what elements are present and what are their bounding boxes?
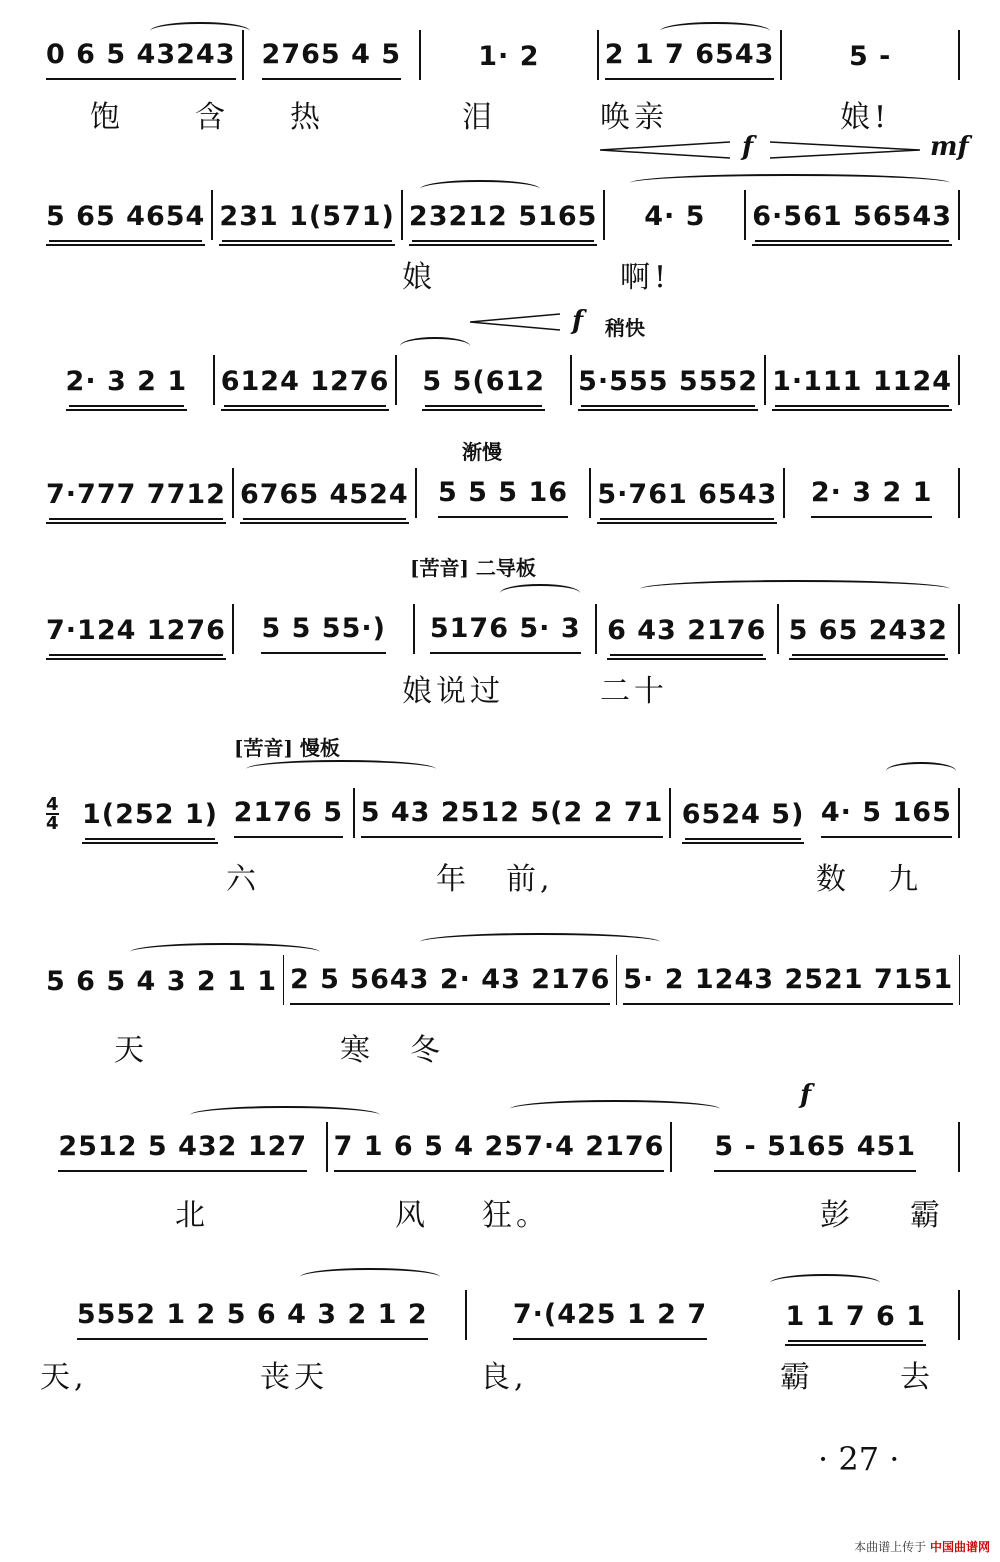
lyric: 霸: [910, 1198, 944, 1233]
notation-row: [40, 468, 960, 518]
mode-marking: [苦音] 慢板: [234, 736, 340, 760]
measure: [328, 1131, 671, 1172]
lyric: 去: [900, 1360, 934, 1395]
measure: [234, 613, 414, 654]
measure: [766, 366, 958, 405]
note-group: 5 -: [849, 41, 892, 72]
lyric: 风: [395, 1198, 429, 1233]
measure: [779, 615, 959, 654]
measure: [671, 799, 814, 838]
measure: [403, 201, 603, 240]
barline: [958, 788, 960, 838]
staff-system-9: [40, 1290, 960, 1400]
dynamic-f: f: [572, 306, 584, 336]
note-group: 5·555 5552: [578, 366, 758, 405]
note-group: 5 5 5 16: [438, 477, 568, 518]
lyric: 娘!: [840, 100, 891, 135]
measure: [40, 966, 283, 1005]
measure: [421, 41, 597, 80]
note-group: 2176 5: [234, 797, 343, 838]
note-group: 7 1 6 5 4 257·4 2176: [334, 1131, 665, 1172]
measure: [224, 797, 353, 838]
measure: [617, 964, 959, 1005]
measure: [599, 39, 781, 80]
note-group: 5 5 55·): [261, 613, 386, 654]
measure: [76, 799, 224, 838]
lyric: 北: [175, 1198, 209, 1233]
lyric: 年: [436, 862, 470, 897]
lyric: 丧天: [260, 1360, 328, 1395]
dynamic-f: f: [742, 132, 754, 162]
note-group: 2· 3 2 1: [66, 366, 188, 405]
barline: [958, 30, 960, 80]
measure: [597, 615, 777, 654]
measure: [284, 964, 616, 1005]
barline: [958, 355, 960, 405]
measure: [40, 615, 232, 654]
slur: [130, 943, 320, 961]
measure: [815, 797, 958, 838]
lyric: 数: [816, 862, 850, 897]
slur: [500, 584, 580, 602]
measure: [244, 39, 420, 80]
staff-system-4: [40, 468, 960, 528]
lyric: 泪: [462, 100, 496, 135]
note-group: 6·561 56543: [752, 201, 952, 240]
note-group: 23212 5165: [409, 201, 597, 240]
notation-row: [76, 788, 960, 838]
note-group: 6 43 2176: [607, 615, 766, 654]
lyric: 彭: [820, 1198, 854, 1233]
measure: [746, 201, 958, 240]
crescendo-hairpin: [600, 140, 730, 160]
note-group: 1 1 7 6 1: [785, 1301, 926, 1340]
barline: [958, 468, 960, 518]
slur: [420, 933, 660, 951]
note-group: 6765 4524: [240, 479, 409, 518]
slur: [886, 762, 956, 780]
note-group: 1· 2: [478, 41, 540, 72]
lyric: 含: [195, 100, 229, 135]
slur: [770, 1274, 880, 1292]
measure: [355, 797, 670, 838]
tempo-marking: 渐慢: [462, 440, 502, 464]
staff-system-8: [40, 1122, 960, 1232]
lyric: 寒: [340, 1033, 374, 1068]
crescendo-hairpin: [470, 312, 560, 332]
meter-top: 4: [46, 794, 59, 815]
note-group: 5 - 5165 451: [714, 1131, 916, 1172]
measure: [591, 479, 783, 518]
page-number: · 27 ·: [818, 1440, 900, 1478]
lyric: 唤亲: [600, 100, 668, 135]
lyric: 天,: [40, 1360, 88, 1395]
note-group: 4· 5 165: [821, 797, 952, 838]
lyric: 天: [114, 1033, 148, 1068]
note-group: 5 6 5 4 3 2 1 1: [46, 966, 278, 997]
note-group: 7·(425 1 2 7: [513, 1299, 707, 1340]
barline: [958, 604, 960, 654]
measure: [215, 366, 396, 405]
lyric: 啊!: [620, 260, 671, 295]
note-group: 5·761 6543: [597, 479, 777, 518]
note-group: 2 1 7 6543: [605, 39, 775, 80]
note-group: 2· 3 2 1: [811, 477, 933, 518]
footer-brand[interactable]: 中国曲谱网: [929, 1540, 990, 1554]
staff-system-6: [76, 788, 960, 898]
slur: [640, 580, 950, 598]
note-group: 2 5 5643 2· 43 2176: [290, 964, 610, 1005]
measure: [40, 201, 211, 240]
mode-marking: [苦音] 二导板: [410, 556, 536, 580]
lyric: 霸: [780, 1360, 814, 1395]
measure: [397, 366, 570, 405]
dynamic-mf: mf: [930, 132, 969, 162]
note-group: 5 5(612: [422, 366, 545, 405]
note-group: 5552 1 2 5 6 4 3 2 1 2: [77, 1299, 428, 1340]
notation-row: [40, 955, 960, 1005]
slur: [190, 1106, 380, 1124]
slur: [660, 22, 770, 40]
measure: [40, 39, 242, 80]
measure: [234, 479, 415, 518]
measure: [40, 366, 213, 405]
measure: [40, 479, 232, 518]
note-group: 2512 5 432 127: [58, 1131, 307, 1172]
measure: [417, 477, 590, 518]
barline: [959, 955, 960, 1005]
slur: [510, 1100, 720, 1118]
note-group: 231 1(571): [219, 201, 395, 240]
watermark-footer: [854, 1538, 990, 1555]
note-group: 6124 1276: [221, 366, 390, 405]
measure: [213, 201, 401, 240]
slur: [246, 760, 436, 778]
lyric: 六: [226, 862, 260, 897]
note-group: 1(252 1): [82, 799, 218, 838]
measure: [785, 477, 958, 518]
measure: [754, 1301, 959, 1340]
note-group: 5 65 2432: [789, 615, 948, 654]
staff-system-2: [40, 190, 960, 295]
note-group: 4· 5: [644, 201, 706, 232]
staff-system-7: [40, 955, 960, 1068]
barline: [958, 1290, 960, 1340]
lyric: 娘说过: [402, 674, 504, 709]
slur: [630, 174, 950, 192]
measure: [40, 1299, 465, 1340]
note-group: 5· 2 1243 2521 7151: [623, 964, 953, 1005]
time-signature: [46, 796, 59, 832]
note-group: 0 6 5 43243: [46, 39, 236, 80]
dynamic-f: f: [800, 1080, 812, 1110]
note-group: 7·777 7712: [46, 479, 226, 518]
measure: [672, 1131, 958, 1172]
lyric: 良,: [480, 1360, 528, 1395]
lyric: 前,: [506, 862, 554, 897]
slur: [150, 22, 250, 40]
lyric: 二十: [600, 674, 668, 709]
staff-system-3: [40, 355, 960, 415]
barline: [958, 190, 960, 240]
meter-bottom: 4: [46, 813, 59, 834]
staff-system-1: [40, 30, 960, 140]
lyric: 娘: [402, 260, 436, 295]
notation-row: [40, 604, 960, 654]
note-group: 2765 4 5: [262, 39, 402, 80]
note-group: 1·111 1124: [772, 366, 952, 405]
notation-row: [40, 1122, 960, 1172]
lyric: 热: [290, 100, 324, 135]
notation-row: [40, 355, 960, 405]
lyric: 饱: [90, 100, 124, 135]
staff-system-5: [40, 604, 960, 714]
measure: [605, 201, 744, 240]
diminuendo-hairpin: [770, 140, 920, 160]
measure: [415, 613, 595, 654]
lyric: 冬: [410, 1033, 444, 1068]
slur: [420, 180, 540, 198]
measure: [572, 366, 764, 405]
slur: [300, 1268, 440, 1286]
note-group: 7·124 1276: [46, 615, 226, 654]
measure: [782, 41, 958, 80]
note-group: 5176 5· 3: [430, 613, 581, 654]
note-group: 5 65 4654: [46, 201, 205, 240]
note-group: 5 43 2512 5(2 2 71: [361, 797, 664, 838]
lyric: 狂。: [482, 1198, 550, 1233]
measure: [40, 1131, 326, 1172]
tempo-marking: 稍快: [605, 316, 645, 340]
notation-row: [40, 1290, 960, 1340]
note-group: 6524 5): [682, 799, 805, 838]
barline: [958, 1122, 960, 1172]
measure: [467, 1299, 754, 1340]
lyric: 九: [888, 862, 922, 897]
footer-text: 本曲谱上传于: [854, 1540, 927, 1554]
slur: [400, 337, 470, 355]
